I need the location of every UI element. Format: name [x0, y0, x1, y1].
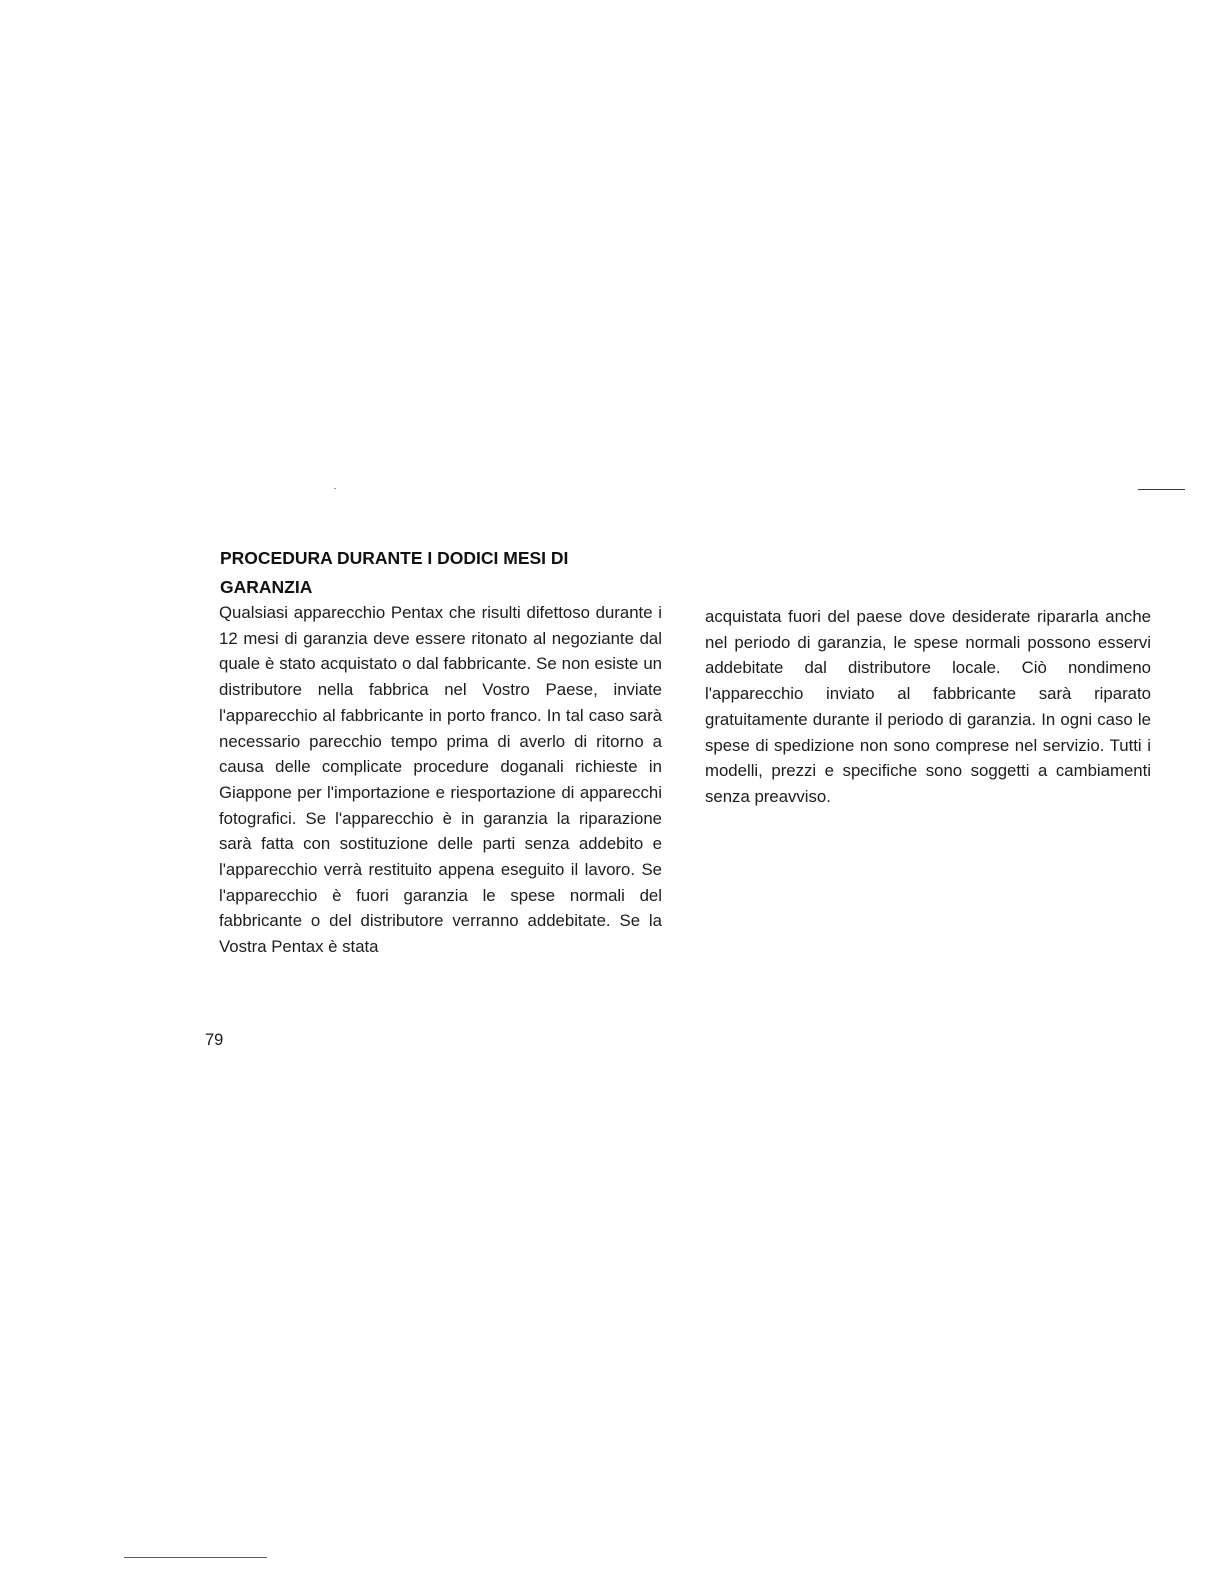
body-column-right: acquistata fuori del paese dove desiderate ripararla anche nel periodo di garanzia, le spese normali possono esservi addebitate dal distributore locale. Ciò nondimeno l'apparecchio inviato al fabbricante sarà riparato gratuitamente durante il periodo di garanzia. In ogni caso le spese di spedizione non sono comprese nel servizio. Tutti i modelli, prezzi e specifiche sono soggetti a cambiamenti senza preavviso.: [705, 607, 1151, 806]
section-heading: PROCEDURA DURANTE I DODICI MESI DI GARANZIA: [220, 548, 569, 597]
page-number: 79: [205, 1031, 224, 1049]
scan-speck: [334, 488, 336, 489]
body-column-left: Qualsiasi apparecchio Pentax che risulti difettoso durante i 12 mesi di garanzia deve essere ritonato al negoziante dal quale è stato acquistato o dal fabbricante. Se non esiste un distributore nella fabbrica nel Vostro Paese, inviate l'apparecchio al fabbricante in porto franco. In tal caso sarà necessario parecchio tempo prima di averlo di ritorno a causa delle complicate procedure doganali richieste in Giappone per l'importazione e riesportazione di apparecchi fotografici. Se l'apparecchio è in garanzia la riparazione sarà fatta con sostituzione delle parti senza addebito e l'apparecchio verrà restituito appena eseguito il lavoro. Se l'apparecchio è fuori garanzia le spese normali del fabbricante o del distributore verranno addebitate. Se la Vostra Pentax è stata: [219, 603, 662, 957]
top-right-rule: [1138, 489, 1185, 490]
bottom-left-rule: [124, 1557, 267, 1558]
